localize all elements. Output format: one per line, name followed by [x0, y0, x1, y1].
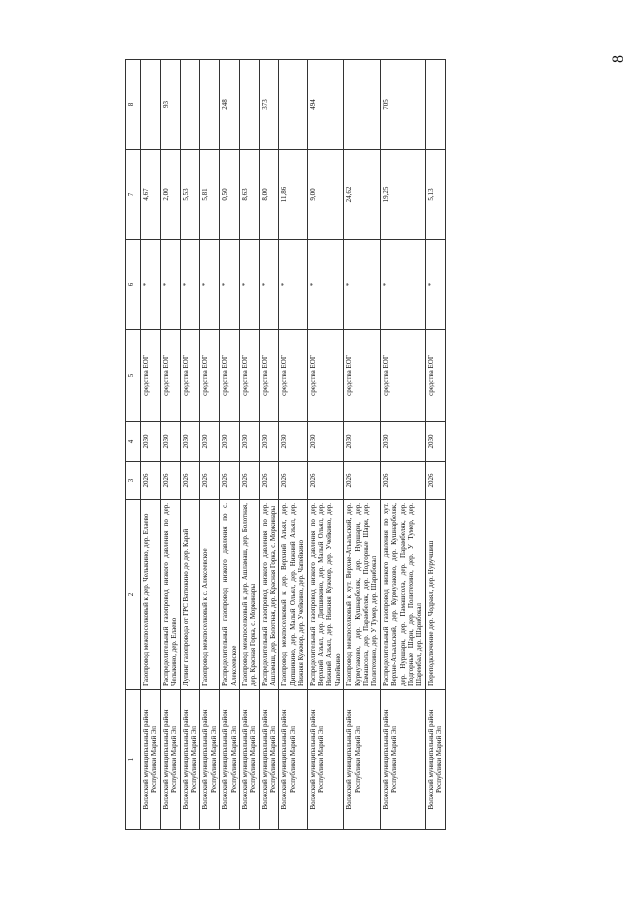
length-cell: 19,25: [380, 150, 425, 240]
funding-cell: средства ЕОГ: [200, 330, 220, 422]
header-cell: 3: [126, 462, 141, 500]
end-year-cell: 2030: [239, 422, 259, 462]
length-cell: 0,50: [220, 150, 240, 240]
start-year-cell: 2026: [344, 462, 381, 500]
mark-cell: *: [239, 240, 259, 330]
end-year-cell: 2030: [307, 422, 344, 462]
end-year-cell: 2030: [279, 422, 307, 462]
start-year-cell: 2026: [279, 462, 307, 500]
page-number: 8: [610, 55, 627, 63]
end-year-cell: 2030: [380, 422, 425, 462]
count-cell: [200, 60, 220, 150]
count-cell: 373: [259, 60, 279, 150]
length-cell: 11,86: [279, 150, 307, 240]
length-cell: 24,62: [344, 150, 381, 240]
district-cell: Волжский муниципальный район Республики Марий Эл: [141, 690, 161, 830]
mark-cell: *: [425, 240, 445, 330]
start-year-cell: 2026: [307, 462, 344, 500]
object-cell: Распределительный газопровод низкого давления по с. Алексеевское: [220, 500, 240, 690]
funding-cell: средства ЕОГ: [220, 330, 240, 422]
start-year-cell: 2026: [200, 462, 220, 500]
length-cell: 8,00: [259, 150, 279, 240]
district-cell: Волжский муниципальный район Республики Марий Эл: [239, 690, 259, 830]
end-year-cell: 2030: [160, 422, 180, 462]
table-row: [279, 60, 307, 830]
mark-cell: *: [180, 240, 200, 330]
district-cell: Волжский муниципальный район Республики Марий Эл: [425, 690, 445, 830]
table-row: [425, 60, 445, 830]
district-cell: Волжский муниципальный район Республики Марий Эл: [220, 690, 240, 830]
mark-cell: *: [200, 240, 220, 330]
district-cell: Волжский муниципальный район Республики Марий Эл: [200, 690, 220, 830]
header-cell: 2: [126, 500, 141, 690]
mark-cell: *: [220, 240, 240, 330]
table-row: [344, 60, 381, 830]
table-row: [380, 60, 425, 830]
district-cell: Волжский муниципальный район Республики Марий Эл: [259, 690, 279, 830]
table-container: [125, 60, 635, 830]
length-cell: 4,67: [141, 150, 161, 240]
count-cell: [344, 60, 381, 150]
end-year-cell: 2030: [344, 422, 381, 462]
object-cell: Газопровод межпоселковый к хут. Верхне-Атьальский, дер. Курмузаково, дер. Кушнарбеляк, дер. Нуршари, дер. Памашсола, дер. Парамбеляк, дер. Подгорные Шари, дер. Политехино, дер. У Тумер, дер. Шарибокал: [344, 500, 381, 690]
start-year-cell: 2026: [425, 462, 445, 500]
funding-cell: средства ЕОГ: [160, 330, 180, 422]
header-row: [126, 60, 141, 830]
object-cell: Газопровод межпоселковый к дер. Ашламаш, дер. Болотная, дер. Красная Горка, с. Моркинары: [239, 500, 259, 690]
header-cell: 1: [126, 690, 141, 830]
mark-cell: *: [380, 240, 425, 330]
district-cell: Волжский муниципальный район Республики Марий Эл: [344, 690, 381, 830]
object-cell: Газопровод межпоселковый к с. Алексеевское: [200, 500, 220, 690]
funding-cell: средства ЕОГ: [259, 330, 279, 422]
start-year-cell: 2026: [160, 462, 180, 500]
start-year-cell: 2026: [180, 462, 200, 500]
object-cell: Лупинг газопровода от ГРС Ватюкино до дер. Карай: [180, 500, 200, 690]
end-year-cell: 2030: [180, 422, 200, 462]
object-cell: Газопровод межпоселковый к дер. Верхний Азъял, дер. Дипшикино, дер. Малый Ольял, дер. Нижний Азъял, дер. Нижняя Кужмор, дер. Учейкино, дер. Чапейкино: [279, 500, 307, 690]
header-cell: 6: [126, 240, 141, 330]
district-cell: Волжский муниципальный район Республики Марий Эл: [307, 690, 344, 830]
start-year-cell: 2026: [239, 462, 259, 500]
count-cell: [425, 60, 445, 150]
length-cell: 5,53: [180, 150, 200, 240]
mark-cell: *: [279, 240, 307, 330]
district-cell: Волжский муниципальный район Республики Марий Эл: [180, 690, 200, 830]
count-cell: [180, 60, 200, 150]
header-cell: 8: [126, 60, 141, 150]
start-year-cell: 2026: [141, 462, 161, 500]
funding-cell: средства ЕОГ: [380, 330, 425, 422]
mark-cell: *: [307, 240, 344, 330]
count-cell: 248: [220, 60, 240, 150]
mark-cell: *: [141, 240, 161, 330]
table-row: [180, 60, 200, 830]
object-cell: Газопровод межпоселковый к дер. Челыкино, дер. Елаево: [141, 500, 161, 690]
header-cell: 4: [126, 422, 141, 462]
funding-cell: средства ЕОГ: [279, 330, 307, 422]
length-cell: 9,00: [307, 150, 344, 240]
count-cell: 93: [160, 60, 180, 150]
start-year-cell: 2026: [380, 462, 425, 500]
count-cell: [239, 60, 259, 150]
length-cell: 8,63: [239, 150, 259, 240]
end-year-cell: 2030: [259, 422, 279, 462]
funding-cell: средства ЕОГ: [344, 330, 381, 422]
count-cell: [141, 60, 161, 150]
length-cell: 5,13: [425, 150, 445, 240]
header-cell: 5: [126, 330, 141, 422]
length-cell: 2,00: [160, 150, 180, 240]
count-cell: 705: [380, 60, 425, 150]
funding-cell: средства ЕОГ: [425, 330, 445, 422]
district-cell: Волжский муниципальный район Республики Марий Эл: [160, 690, 180, 830]
table-row: [200, 60, 220, 830]
end-year-cell: 2030: [220, 422, 240, 462]
start-year-cell: 2026: [220, 462, 240, 500]
length-cell: 5,81: [200, 150, 220, 240]
table-row: [307, 60, 344, 830]
table-row: [239, 60, 259, 830]
table-row: [141, 60, 161, 830]
count-cell: [279, 60, 307, 150]
end-year-cell: 2030: [200, 422, 220, 462]
count-cell: 494: [307, 60, 344, 150]
mark-cell: *: [344, 240, 381, 330]
object-cell: Распределительный газопровод низкого давления по хут. Верхне-Атьальский, дер. Курмузаково, дер. Кушнарбеляк, дер. Нуршари, дер. Памашсола, дер. Парамбеляк, дер. Подгорные Шари, дер. Политехино, дер. У Тумер, дер. Шарембал, дер. Шарибокал: [380, 500, 425, 690]
object-cell: Распределительный газопровод низкого давления по дер. Ашламаш, дер. Болотная, дер. Красная Горка, с. Моркинары: [259, 500, 279, 690]
funding-cell: средства ЕОГ: [180, 330, 200, 422]
object-cell: Распределительный газопровод низкого давления по дер. Челыкино, дер. Елаево: [160, 500, 180, 690]
object-cell: Распределительный газопровод низкого давления по дер. Верхний Азъял, дер. Дипшикино, дер. Малый Ольял, дер. Нижний Азъял, дер. Нижняя Кужмор, дер. Учейкино, дер. Чапейкино: [307, 500, 344, 690]
mark-cell: *: [160, 240, 180, 330]
object-cell: Переподключение дер. Чодраял, дер. Нуручшиш: [425, 500, 445, 690]
end-year-cell: 2030: [425, 422, 445, 462]
funding-cell: средства ЕОГ: [141, 330, 161, 422]
funding-cell: средства ЕОГ: [239, 330, 259, 422]
district-cell: Волжский муниципальный район Республики Марий Эл: [380, 690, 425, 830]
district-cell: Волжский муниципальный район Республики Марий Эл: [279, 690, 307, 830]
funding-cell: средства ЕОГ: [307, 330, 344, 422]
gas-pipeline-table: [125, 59, 446, 830]
start-year-cell: 2026: [259, 462, 279, 500]
table-row: [160, 60, 180, 830]
end-year-cell: 2030: [141, 422, 161, 462]
table-row: [220, 60, 240, 830]
mark-cell: *: [259, 240, 279, 330]
table-rotation-frame: [125, 60, 635, 830]
table-row: [259, 60, 279, 830]
header-cell: 7: [126, 150, 141, 240]
